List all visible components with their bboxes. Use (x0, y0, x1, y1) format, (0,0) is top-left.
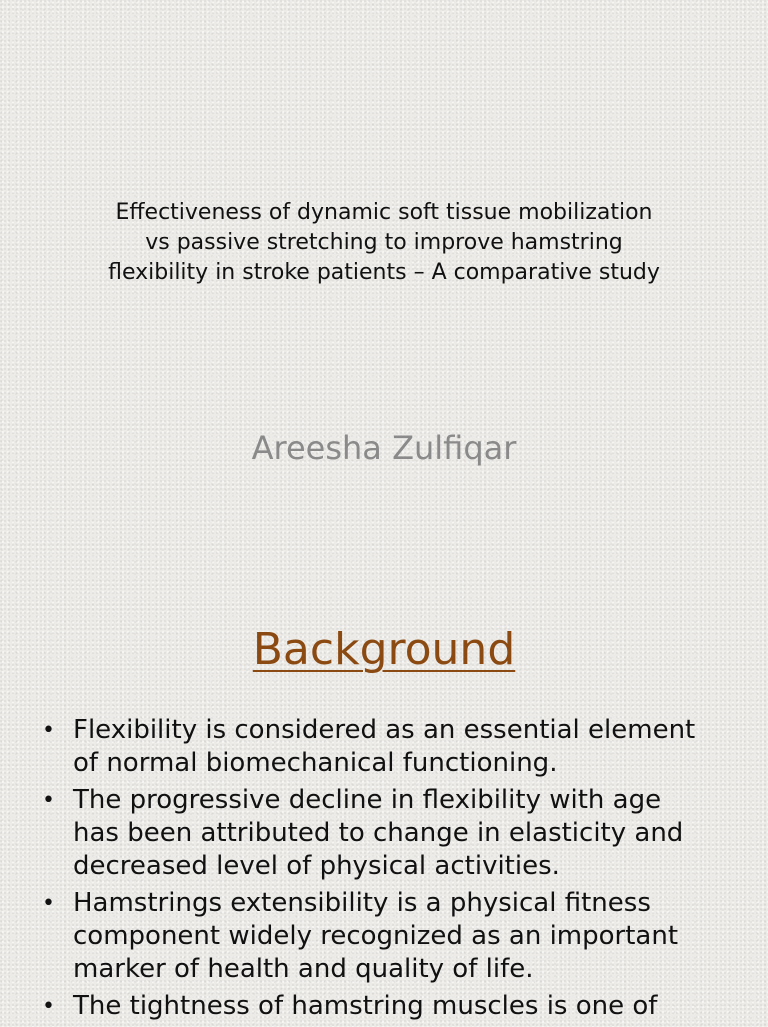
bullet-text-line: The tightness of hamstring muscles is one of (73, 991, 658, 1021)
bullet-marker: • (42, 891, 55, 916)
bullet-text-line: The progressive decline in flexibility with age (73, 785, 662, 815)
bullet-item (42, 784, 732, 883)
bullet-text-line: of normal biomechanical functioning. (73, 748, 558, 778)
bullet-item (42, 714, 732, 780)
presentation-title (40, 198, 728, 288)
background-slide (0, 560, 768, 1024)
bullet-text-line: Hamstrings extensibility is a physical fitness (73, 888, 651, 918)
title-line: flexibility in stroke patients – A comparative study (108, 260, 660, 285)
bullet-text-line: has been attributed to change in elasticity and (73, 818, 684, 848)
bullet-text-line: marker of health and quality of life. (73, 954, 534, 984)
bullet-text-line: component widely recognized as an important (73, 921, 679, 951)
bullet-text-line: Flexibility is considered as an essential element (73, 715, 696, 745)
title-line: vs passive stretching to improve hamstring (145, 230, 623, 255)
bullet-marker: • (42, 788, 55, 813)
bullet-marker: • (42, 994, 55, 1019)
bullet-item (42, 887, 732, 986)
bullet-list (42, 714, 732, 1027)
bullet-text-line: decreased level of physical activities. (73, 851, 560, 881)
author-name: Areesha Zulfiqar (251, 429, 517, 467)
bullet-item (42, 990, 732, 1023)
bullet-marker: • (42, 718, 55, 743)
section-heading: Background (252, 624, 516, 675)
title-line: Effectiveness of dynamic soft tissue mobilization (115, 200, 653, 225)
